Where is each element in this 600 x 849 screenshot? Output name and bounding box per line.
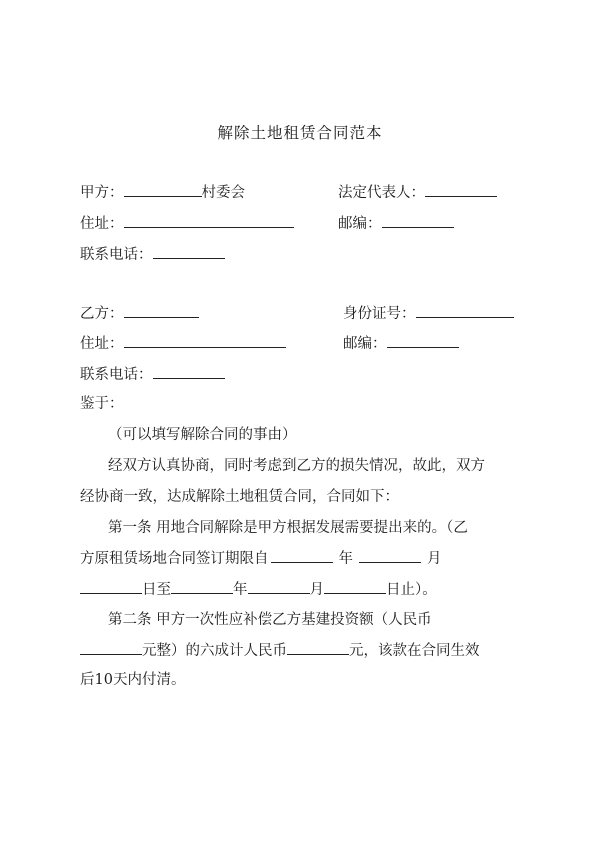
id-number-blank[interactable] <box>416 303 514 318</box>
party-a-postcode-line <box>338 213 454 234</box>
clause1-line2 <box>80 548 442 569</box>
party-a-name-blank[interactable] <box>124 182 202 197</box>
legal-rep-blank[interactable] <box>425 182 497 197</box>
page-title: 解除土地租赁合同范本 <box>217 124 383 142</box>
clause2-line2-text: 元整）的六成计人民币 <box>142 643 287 659</box>
party-b-postcode-blank[interactable] <box>387 333 459 348</box>
party-a-label: 甲方： <box>80 185 124 201</box>
party-b-name-blank[interactable] <box>124 303 199 318</box>
party-b-address-line <box>80 333 286 354</box>
party-b-address-blank[interactable] <box>124 333 286 348</box>
compensation-amount-blank[interactable] <box>287 640 349 655</box>
party-a-address-label: 住址： <box>80 216 124 232</box>
clause2-line2-tail: 元，该款在合同生效 <box>349 643 480 659</box>
end-day-blank[interactable] <box>324 579 386 594</box>
id-number-label: 身份证号： <box>343 306 416 322</box>
party-b-phone-blank[interactable] <box>153 364 225 379</box>
party-b-postcode-line <box>343 333 459 354</box>
clause1-line1: 第一条 用地合同解除是甲方根据发展需要提出来的。（乙 <box>108 520 468 536</box>
legal-rep-label: 法定代表人： <box>338 185 425 201</box>
clause2-line2 <box>80 640 480 661</box>
start-day-label: 日至 <box>142 582 171 598</box>
party-b-line <box>80 303 199 324</box>
para1-line1: 经双方认真协商，同时考虑到乙方的损失情况，故此，双方 <box>108 458 485 474</box>
party-a-suffix: 村委会 <box>201 185 245 201</box>
party-a-address-line <box>80 213 294 234</box>
party-b-label: 乙方： <box>80 306 124 322</box>
end-year-label: 年 <box>233 582 248 598</box>
clause2-line1: 第二条 甲方一次性应补偿乙方基建投资额（人民币 <box>108 612 432 628</box>
start-month-blank[interactable] <box>359 548 421 563</box>
party-b-phone-line <box>80 364 225 385</box>
clause2-line3: 后10天内付清。 <box>80 672 186 688</box>
start-year-label: 年 <box>338 551 353 567</box>
investment-amount-blank[interactable] <box>80 640 142 655</box>
end-year-blank[interactable] <box>171 579 233 594</box>
party-a-line <box>80 182 245 203</box>
party-a-phone-line <box>80 244 225 265</box>
legal-rep-line <box>338 182 497 203</box>
party-b-postcode-label: 邮编： <box>343 336 387 352</box>
start-month-label: 月 <box>427 551 442 567</box>
end-day-label: 日止）。 <box>386 582 437 598</box>
whereas-label: 鉴于： <box>80 396 124 412</box>
party-a-phone-label: 联系电话： <box>80 247 153 263</box>
para1-line2: 经协商一致，达成解除土地租赁合同，合同如下： <box>80 489 399 505</box>
clause1-line2-text: 方原租赁场地合同签订期限自 <box>80 551 269 567</box>
start-year-blank[interactable] <box>271 548 333 563</box>
start-day-blank[interactable] <box>80 579 142 594</box>
clause1-line3 <box>80 579 437 600</box>
end-month-blank[interactable] <box>248 579 310 594</box>
party-a-postcode-label: 邮编： <box>338 216 382 232</box>
party-a-phone-blank[interactable] <box>153 244 225 259</box>
party-a-address-blank[interactable] <box>124 213 294 228</box>
party-b-phone-label: 联系电话： <box>80 367 153 383</box>
end-month-label: 月 <box>309 582 324 598</box>
id-number-line <box>343 303 514 324</box>
party-a-postcode-blank[interactable] <box>382 213 454 228</box>
reason-note: （可以填写解除合同的事由） <box>108 427 297 443</box>
party-b-address-label: 住址： <box>80 336 124 352</box>
